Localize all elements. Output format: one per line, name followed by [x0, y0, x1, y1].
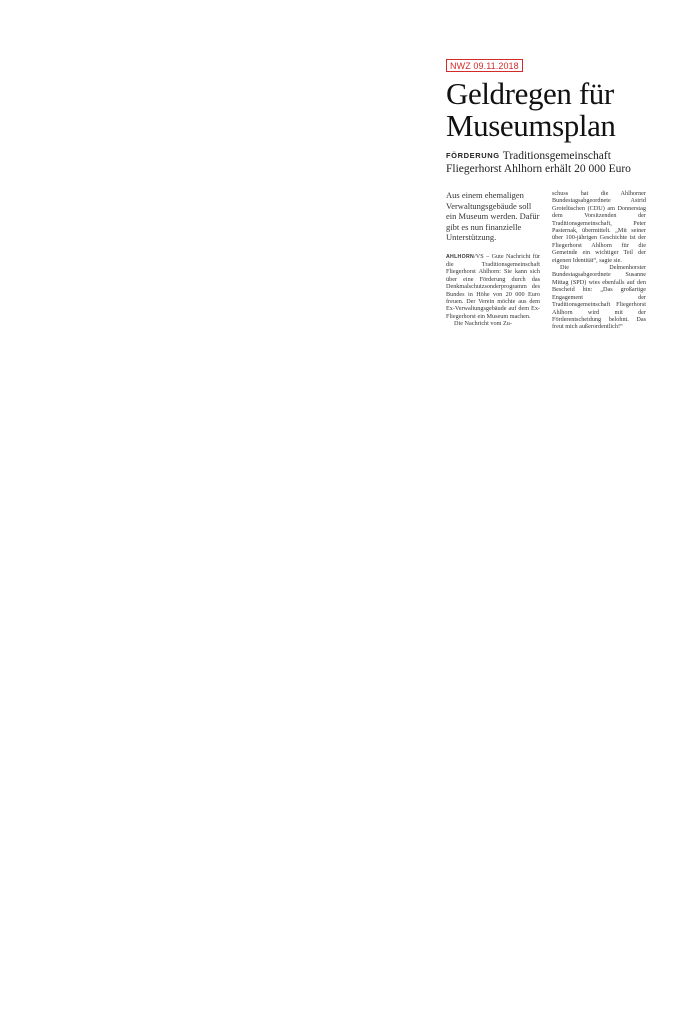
- subheadline: [446, 149, 646, 176]
- subheadline-line-1: Traditionsgemeinschaft: [502, 150, 611, 162]
- article-paragraph-1: [446, 253, 540, 321]
- article-paragraph-2-cont: schuss hat die Ahlhorner Bundestagsabgeordnete Astrid Grotelüschen (CDU) am Donnerstag dem Vorsitzenden der Traditionsgemeinschaft, Peter Pasternak, übermittelt. „Mit seiner über 100-jährigen Geschichte ist der Fliegerhorst Ahlhorn für die Gemeinde ein wichtiger Teil der eigenen Identität“, sagte sie.: [552, 190, 646, 264]
- paragraph-1-text: – Gute Nachricht für die Traditionsgemeinschaft Fliegerhorst Ahlhorn: Sie kann sich über eine Förderung durch das Denkmalschutzsonderprogramm des Bundes in Höhe von 20 000 Euro freuen. Der Verein möchte aus dem Ex-Verwaltungsgebäude auf dem Ex-Fliegerhorst ein Museum machen.: [446, 252, 541, 320]
- author-tag: /VS: [474, 252, 484, 260]
- headline-line-2: Museumsplan: [446, 108, 616, 143]
- article-column-right: [552, 190, 646, 331]
- article-paragraph-2-start: Die Nachricht vom Zu-: [454, 320, 512, 328]
- teaser-text: Aus einem ehemaligen Verwaltungsgebäude soll ein Museum werden. Dafür gibt es nun finanzielle Unterstützung.: [446, 190, 540, 242]
- newspaper-clipping: [446, 56, 646, 331]
- article-column-left: [446, 190, 540, 331]
- source-date-tag: NWZ 09.11.2018: [446, 59, 523, 72]
- article-paragraph-3: Die Delmenhorster Bundestagsabgeordnete Susanne Mittag (SPD) wies ebenfalls auf den Bescheid hin: „Das großartige Engagement der Traditionsgemeinschaft Fliegerhorst Ahlhorn wird mit der Förderentscheidung belohnt. Das freut mich außerordentlich!“: [552, 264, 646, 331]
- subheadline-line-2: Fliegerhorst Ahlhorn erhält 20 000 Euro: [446, 163, 631, 175]
- article-body: [446, 190, 646, 331]
- headline: [446, 78, 646, 142]
- dateline: AHLHORN: [446, 253, 475, 260]
- kicker: FÖRDERUNG: [446, 151, 500, 160]
- headline-line-1: Geldregen für: [446, 76, 614, 111]
